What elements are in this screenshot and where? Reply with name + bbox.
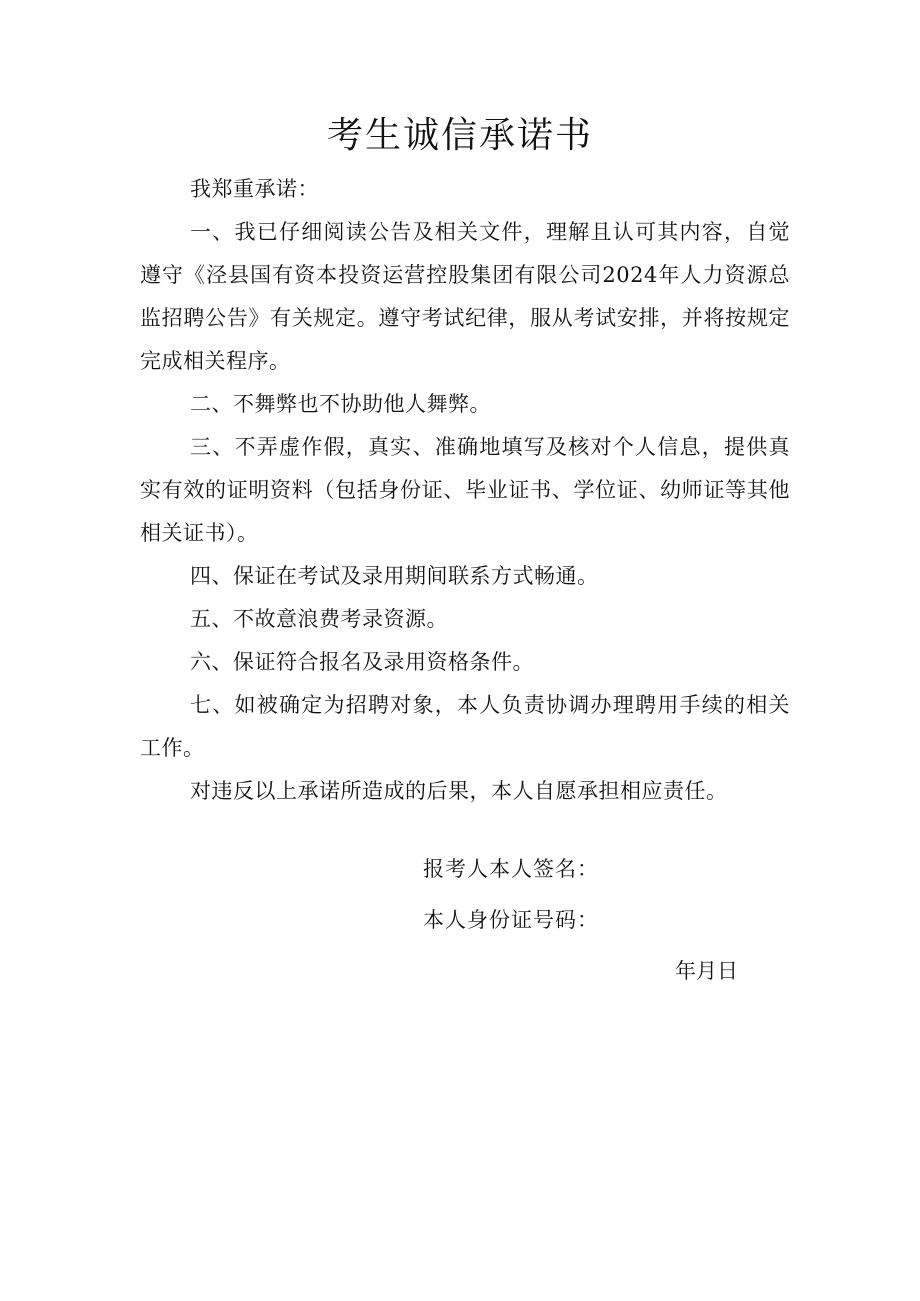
closing-statement: 对违反以上承诺所造成的后果，本人自愿承担相应责任。: [190, 779, 728, 803]
pledge-item-7: 七、如被确定为招聘对象，本人负责协调办理聘用手续的相关工作。: [140, 693, 790, 760]
pledge-item-4: 四、保证在考试及录用期间联系方式畅通。: [190, 564, 599, 588]
id-number-label: 本人身份证号码：: [423, 908, 599, 932]
date-label: 年月日: [675, 959, 738, 983]
document-title: 考生诚信承诺书: [326, 115, 593, 156]
pledge-item-5: 五、不故意浪费考录资源。: [190, 607, 448, 631]
signature-label: 报考人本人签名：: [423, 857, 599, 881]
pledge-item-2: 二、不舞弊也不协助他人舞弊。: [190, 392, 491, 416]
opening-line: 我郑重承诺：: [190, 177, 319, 201]
pledge-item-6: 六、保证符合报名及录用资格条件。: [190, 650, 534, 674]
pledge-item-3: 三、不弄虚作假，真实、准确地填写及核对个人信息，提供真实有效的证明资料（包括身份证、毕业证书、学位证、幼师证等其他相关证书）。: [140, 435, 790, 545]
document-body: [140, 168, 790, 813]
pledge-item-1: 一、我已仔细阅读公告及相关文件，理解且认可其内容，自觉遵守《泾县国有资本投资运营控股集团有限公司2024年人力资源总监招聘公告》有关规定。遵守考试纪律，服从考试安排，并将按规定完成相关程序。: [140, 220, 790, 373]
